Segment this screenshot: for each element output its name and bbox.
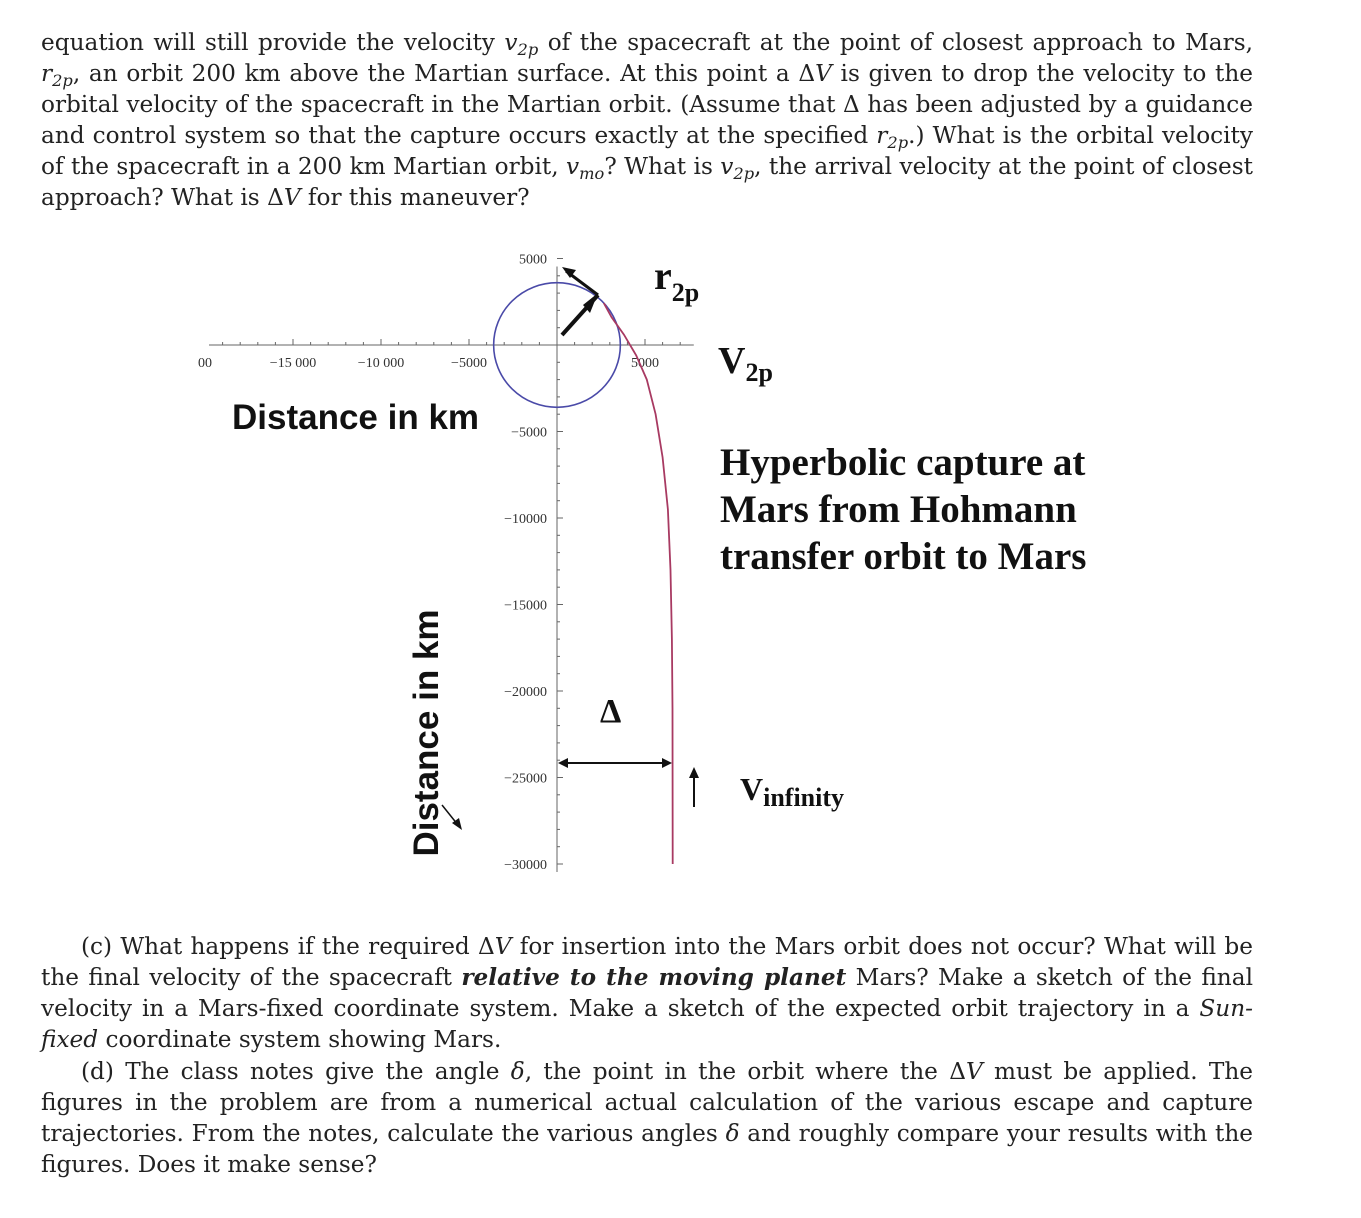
delta-arrowhead-right (662, 758, 672, 768)
y-axis-label: Distance in km (407, 609, 446, 857)
delta-label: Δ (600, 693, 622, 730)
math-sub: mo (579, 163, 605, 183)
math-sub: 2p (52, 70, 73, 90)
x-tick-label: −10 000 (357, 356, 405, 371)
text-run: , an orbit 200 km above the Martian surface. At this point a Δ (72, 60, 816, 87)
math-sub: 2p (517, 39, 539, 59)
y-tick-label: −15000 (504, 598, 547, 614)
delta-arrowhead-left (558, 758, 568, 768)
math-r: r (41, 60, 53, 87)
y-tick-label: −5000 (511, 425, 547, 441)
math-v: v (504, 29, 518, 56)
v2p-label: $V_{2p}$ (718, 340, 773, 387)
text-run: .) What is the orbital velocity of the spacecraft in a 200 km Martian orbit, (41, 122, 1253, 180)
text-run: , the point in the orbit where the Δ (524, 1058, 966, 1085)
capture-trajectory-figure (0, 225, 1361, 885)
y-tick-label: −30000 (504, 858, 547, 873)
y-tick-label: −20000 (504, 685, 547, 700)
x-tick-label: 00 (198, 356, 212, 371)
x-tick-label: −15 000 (269, 356, 317, 371)
text-run: equation will still provide the velocity (41, 29, 505, 56)
x-tick-label: −5000 (451, 356, 487, 371)
math-v: v (720, 153, 734, 180)
x-tick-label: 5000 (631, 356, 659, 371)
math-v: v (566, 153, 580, 180)
math-r: r (876, 122, 888, 149)
math-sub: 2p (887, 132, 909, 152)
text-run: coordinate system showing Mars. (98, 1026, 502, 1053)
text-run: ? What is (604, 153, 721, 180)
paragraph-problem-statement (41, 27, 1253, 213)
emphasis-relative: relative to the moving planet (461, 964, 847, 991)
text-run: of the spacecraft at the point of closest approach to Mars, (538, 29, 1253, 56)
math-V: V (965, 1058, 983, 1085)
figure-title: Hyperbolic capture at Mars from Hohmann transfer orbit to Mars (720, 441, 1087, 578)
text-run: is given to drop the velocity to the orbital velocity of the spacecraft in the Martian orbit. (Assume that Δ has been adjusted by a guidance and control system so that the capture occurs exactly at the specified (41, 60, 1253, 149)
emphasis-sun-fixed: Sun-fixed (41, 995, 1253, 1053)
x-axis-label: Distance in km (232, 398, 480, 437)
math-delta: δ (725, 1120, 740, 1147)
paragraph-part-c (41, 931, 1253, 1055)
text-run: (d) The class notes give the angle (81, 1058, 511, 1085)
paragraph-part-d (41, 1056, 1253, 1180)
math-delta: δ (510, 1058, 525, 1085)
text-run: for this maneuver? (300, 184, 530, 211)
y-tick-label: −10000 (504, 512, 547, 527)
text-run: must be applied. The figures in the problem are from a numerical actual calculation of the various escape and capture trajectories. From the notes, calculate the various angles (41, 1058, 1253, 1147)
text-run: for insertion into the Mars orbit does not occur? What will be the final velocity of the spacecraft (41, 933, 1253, 991)
math-V: V (283, 184, 301, 211)
math-V: V (494, 933, 512, 960)
vinfinity-label: Vinfinity (740, 771, 845, 812)
vinfinity-arrowhead (689, 767, 699, 778)
text-run: , the arrival velocity at the point of closest approach? What is Δ (41, 153, 1253, 211)
math-sub: 2p (733, 163, 755, 183)
r2p-label: $r_{2p}$ (654, 253, 700, 307)
text-run: (c) What happens if the required Δ (81, 933, 495, 960)
hyperbolic-trajectory-line (604, 303, 673, 864)
text-run: Mars? Make a sketch of the final velocity in a Mars-fixed coordinate system. Make a sketch of the expected orbit trajectory in a (41, 964, 1253, 1022)
math-V: V (815, 60, 832, 87)
y-tick-label: 5000 (519, 252, 547, 268)
text-run: and roughly compare your results with the figures. Does it make sense? (41, 1120, 1253, 1178)
y-tick-label: −25000 (504, 771, 547, 787)
